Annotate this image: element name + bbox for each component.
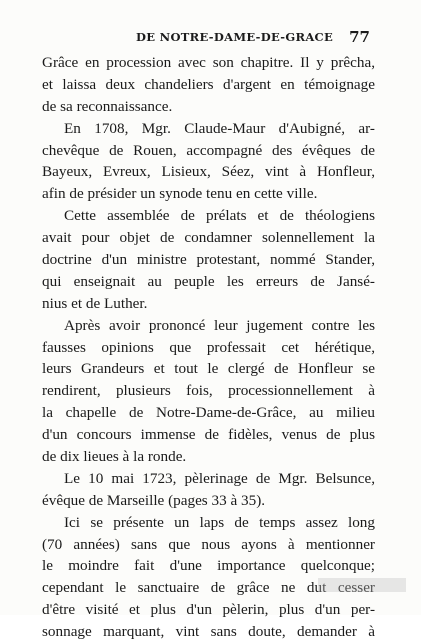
text-line: Grâce en procession avec son chapitre. Il y prêcha, — [42, 54, 375, 71]
text-line: de dix lieues à la ronde. — [42, 448, 187, 466]
text-line: fausses opinions que professait cet hérétique, — [42, 338, 375, 356]
text-line: la chapelle de Notre-Dame-de-Grâce, au milieu — [42, 404, 375, 422]
body-text — [42, 52, 375, 643]
text-line: de sa reconnaissance. — [42, 97, 173, 115]
text-line: chevêque de Rouen, accompagné des évêques de — [42, 141, 375, 159]
running-head: DE NOTRE-DAME-DE-GRACE — [136, 30, 334, 44]
text-line: et laissa deux chandeliers d'argent en témoignage — [42, 75, 375, 93]
text-line: Après avoir prononcé leur jugement contre les — [64, 316, 375, 334]
text-line: leurs Grandeurs et tout le clergé de Honfleur se — [42, 360, 375, 378]
library-watermark — [318, 578, 406, 592]
text-line: Bayeux, Evreux, Lisieux, Séez, vint à Honfleur, — [42, 163, 375, 181]
text-line: (70 années) sans que nous ayons à mentionner — [42, 535, 375, 553]
text-line: afin de présider un synode tenu en cette ville. — [42, 185, 318, 203]
page-header — [42, 30, 382, 50]
text-line: qui enseignait au peuple les erreurs de Jansé- — [42, 272, 375, 290]
text-line: avait pour objet de condamner solennellement la — [42, 229, 375, 247]
text-line: Ici se présente un laps de temps assez long — [64, 513, 375, 531]
text-line: le moindre fait d'une importance quelconque; — [42, 557, 375, 575]
text-line: En 1708, Mgr. Claude-Maur d'Aubigné, ar- — [64, 119, 375, 137]
text-line: d'être visité et plus d'un pèlerin, plus d'un per- — [42, 601, 375, 619]
text-line: Cette assemblée de prélats et de théologiens — [64, 207, 375, 225]
text-line: nius et de Luther. — [42, 294, 148, 312]
text-line: cependant le sanctuaire de grâce ne dut cesser — [42, 579, 375, 597]
text-line: évêque de Marseille (pages 33 à 35). — [42, 491, 266, 509]
text-line: d'un concours immense de fidèles, venus de plus — [42, 426, 375, 444]
text-line: Le 10 mai 1723, pèlerinage de Mgr. Belsunce, — [64, 469, 375, 487]
text-line: doctrine d'un ministre protestant, nommé Stander, — [42, 251, 375, 269]
page-number: 77 — [349, 28, 370, 46]
text-line: rendirent, plusieurs fois, processionnellement à — [42, 382, 375, 400]
text-line: sonnage marquant, vint sans doute, demander à — [42, 623, 375, 641]
